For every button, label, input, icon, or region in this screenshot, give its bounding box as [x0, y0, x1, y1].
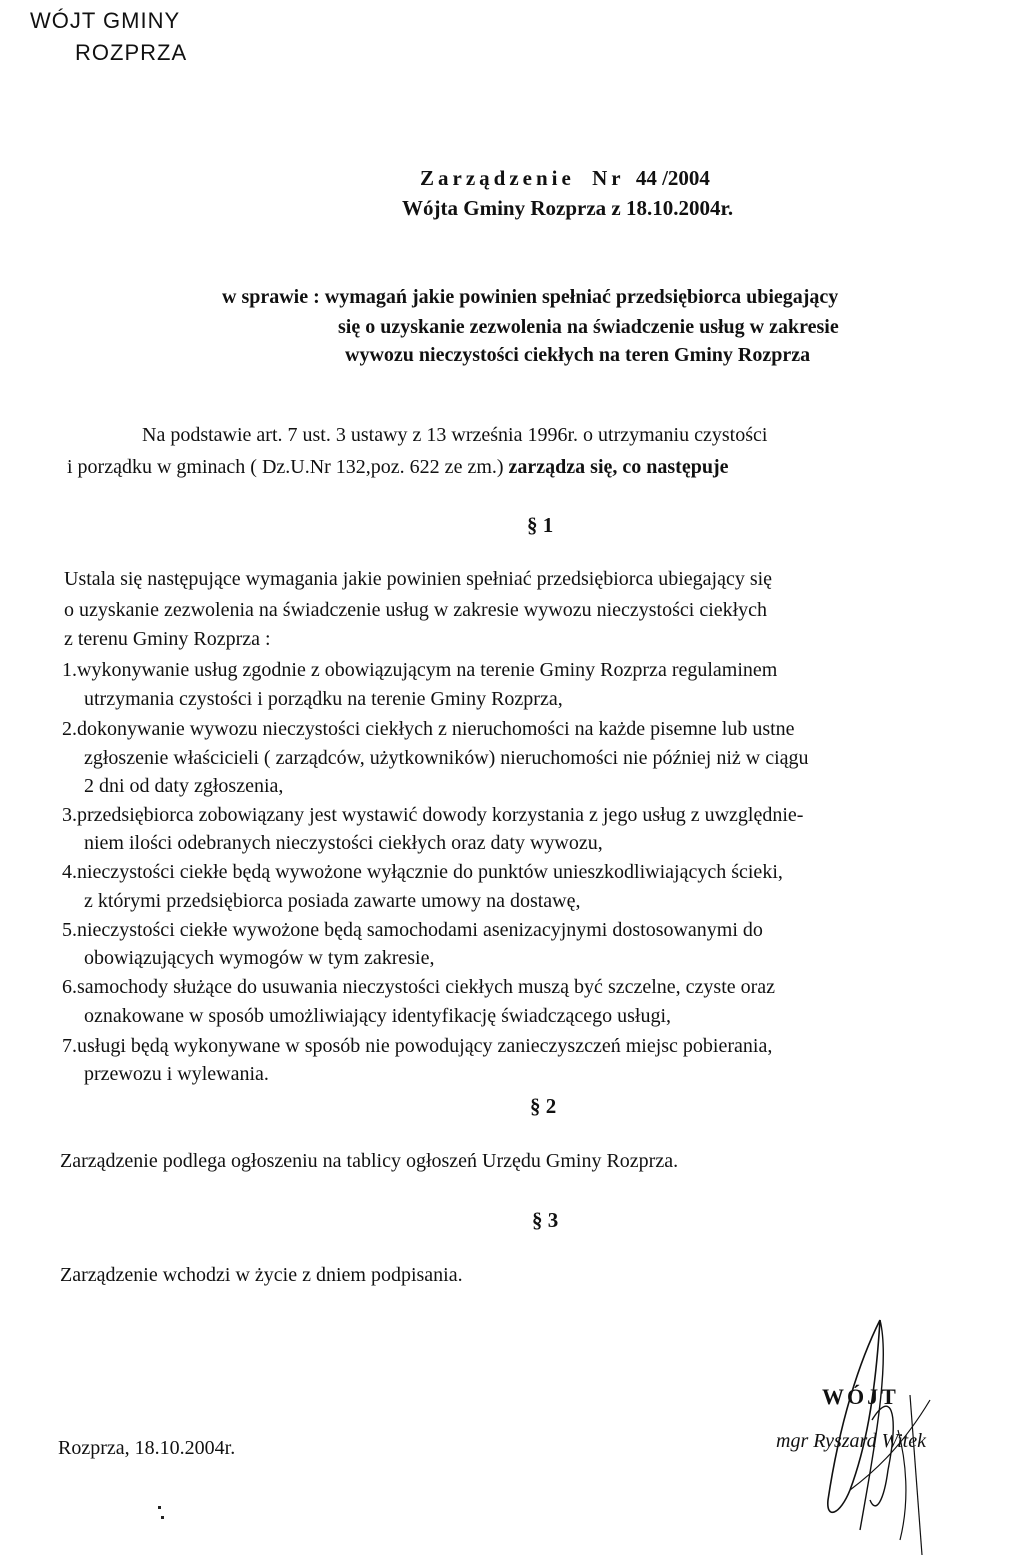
place-date: Rozprza, 18.10.2004r.	[58, 1437, 236, 1459]
section-1-intro-2: o uzyskanie zezwolenia na świadczenie usług w zakresie wywozu nieczystości ciekłych	[64, 599, 768, 621]
list-item: oznakowane w sposób umożliwiający identyfikację świadczącego usługi,	[84, 1005, 672, 1027]
section-3-text: Zarządzenie wchodzi w życie z dniem podpisania.	[60, 1264, 463, 1286]
scan-mark	[161, 1516, 164, 1519]
list-item: obowiązujących wymogów w tym zakresie,	[84, 947, 435, 969]
issuer-line-2: ROZPRZA	[75, 40, 188, 65]
title-nr-label: Nr	[592, 166, 625, 190]
title-number: 44 /2004	[635, 166, 710, 190]
section-3-heading: § 3	[532, 1208, 559, 1232]
list-item: 6.samochody służące do usuwania nieczystości ciekłych muszą być szczelne, czyste oraz	[62, 976, 776, 998]
subject-line-2: się o uzyskanie zezwolenia na świadczenie usług w zakresie	[338, 316, 839, 338]
basis-line-2	[67, 456, 729, 479]
issuer-line-1: WÓJT GMINY	[30, 8, 181, 33]
list-item: przewozu i wylewania.	[84, 1063, 269, 1085]
list-item: 5.nieczystości ciekłe wywożone będą samochodami asenizacyjnymi dostosowanymi do	[62, 919, 763, 941]
document-title	[420, 166, 710, 191]
list-item: 3.przedsiębiorca zobowiązany jest wystawić dowody korzystania z jego usług z uwzględnie-	[62, 804, 804, 826]
section-1-intro-1: Ustala się następujące wymagania jakie powinien spełniać przedsiębiorca ubiegający się	[64, 568, 773, 590]
signature-title: WÓJT	[822, 1384, 899, 1409]
list-item: 7.usługi będą wykonywane w sposób nie powodujący zanieczyszczeń miejsc pobierania,	[62, 1035, 773, 1057]
list-item: 2.dokonywanie wywozu nieczystości ciekłych z nieruchomości na każde pisemne lub ustne	[62, 718, 795, 740]
section-1-intro-3: z terenu Gminy Rozprza :	[64, 628, 271, 650]
list-item: 4.nieczystości ciekłe będą wywożone wyłącznie do punktów unieszkodliwiających ścieki,	[62, 861, 783, 883]
basis-plain-text: i porządku w gminach ( Dz.U.Nr 132,poz. 622 ze zm.)	[67, 456, 509, 478]
section-2-heading: § 2	[530, 1094, 557, 1118]
signature-name: mgr Ryszard Witek	[776, 1430, 926, 1452]
list-item: niem ilości odebranych nieczystości ciekłych oraz daty wywozu,	[84, 832, 603, 854]
basis-line-1: Na podstawie art. 7 ust. 3 ustawy z 13 września 1996r. o utrzymaniu czystości	[142, 424, 768, 446]
list-item: 1.wykonywanie usług zgodnie z obowiązującym na terenie Gminy Rozprza regulaminem	[62, 659, 778, 681]
list-item: utrzymania czystości i porządku na terenie Gminy Rozprza,	[84, 688, 563, 710]
title-line-2: Wójta Gminy Rozprza z 18.10.2004r.	[402, 196, 734, 220]
list-item: z którymi przedsiębiorca posiada zawarte umowy na dostawę,	[84, 890, 581, 912]
subject-line-3: wywozu nieczystości ciekłych na teren Gminy Rozprza	[345, 344, 811, 366]
subject-line-1: w sprawie : wymagań jakie powinien spełniać przedsiębiorca ubiegający	[222, 286, 839, 308]
scan-mark	[158, 1506, 161, 1509]
title-word: Zarządzenie	[420, 166, 575, 190]
section-2-text: Zarządzenie podlega ogłoszeniu na tablicy ogłoszeń Urzędu Gminy Rozprza.	[60, 1150, 679, 1172]
handwritten-signature	[780, 1300, 960, 1560]
basis-bold-text: zarządza się, co następuje	[508, 456, 729, 478]
list-item: zgłoszenie właścicieli ( zarządców, użytkowników) nieruchomości nie później niż w ciągu	[84, 747, 809, 769]
section-1-heading: § 1	[527, 513, 554, 537]
list-item: 2 dni od daty zgłoszenia,	[84, 775, 284, 797]
